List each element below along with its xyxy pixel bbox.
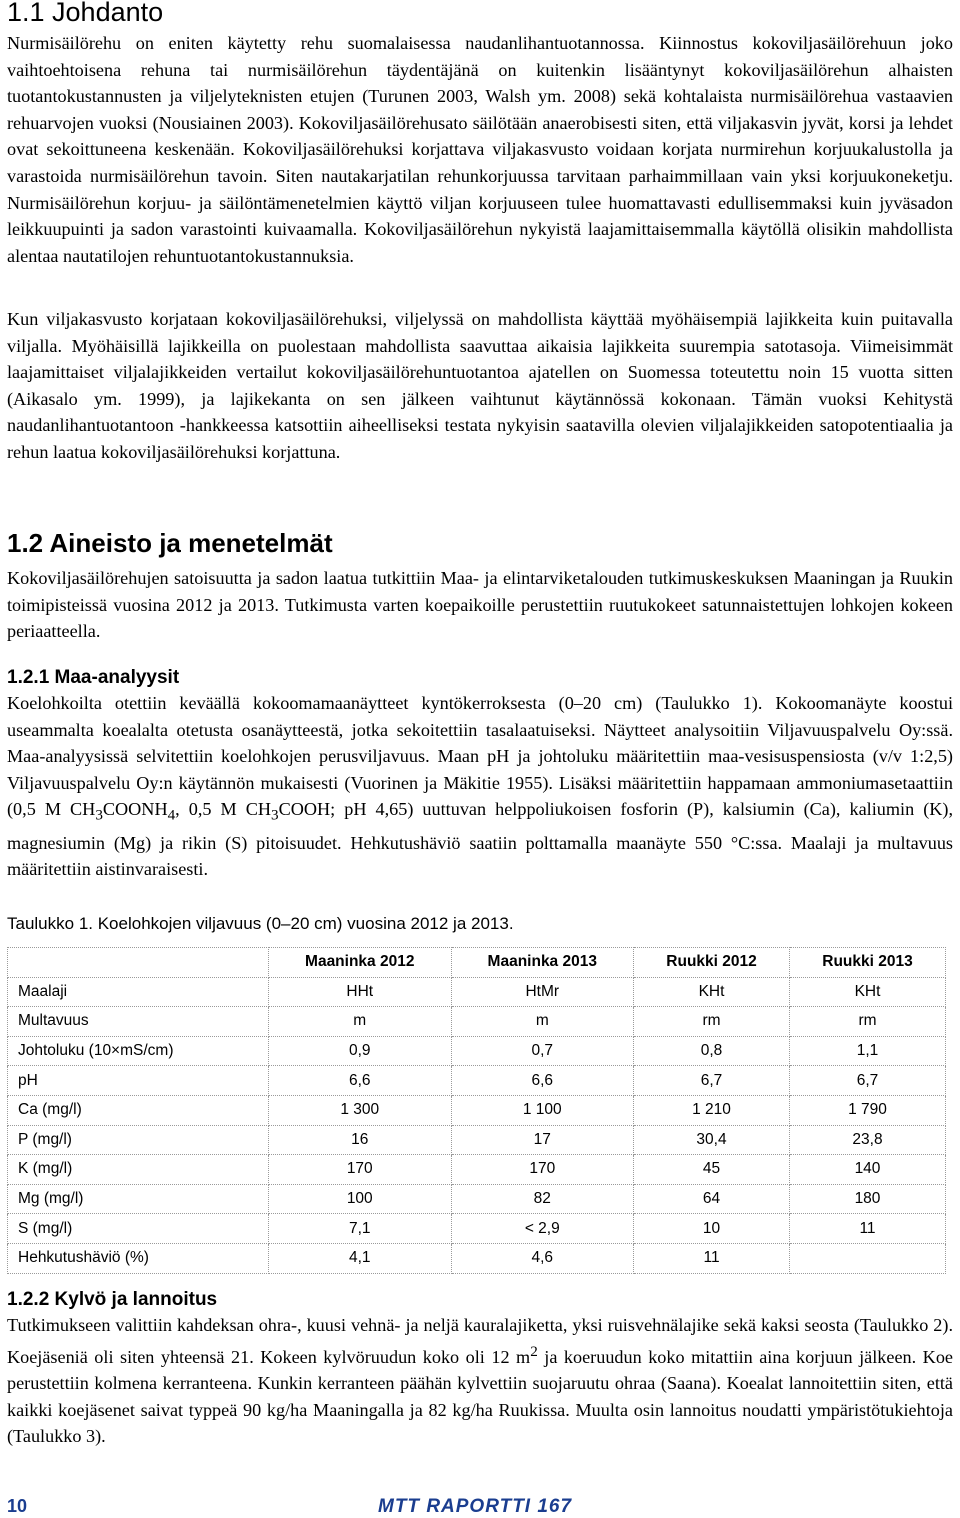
table-cell: 6,6: [451, 1066, 634, 1096]
row-label: pH: [8, 1066, 269, 1096]
report-name: MTT RAPORTTI 167: [378, 1496, 573, 1517]
table-cell: [790, 1243, 946, 1273]
table-row: [8, 1214, 946, 1244]
table-cell: 45: [634, 1155, 790, 1185]
section-heading-johdanto: 1.1 Johdanto: [7, 0, 164, 27]
table-cell: 1 790: [790, 1095, 946, 1125]
column-header: [8, 948, 269, 978]
row-label: Maalaji: [8, 977, 269, 1007]
table-cell: 4,6: [451, 1243, 634, 1273]
table-cell: 1 300: [269, 1095, 452, 1125]
subsection-heading-kylvo: 1.2.2 Kylvö ja lannoitus: [7, 1289, 218, 1310]
table-cell: 170: [451, 1155, 634, 1185]
table-cell: KHt: [634, 977, 790, 1007]
table-cell: 17: [451, 1125, 634, 1155]
table-cell: 64: [634, 1184, 790, 1214]
table-cell: 100: [269, 1184, 452, 1214]
table-cell: 6,7: [790, 1066, 946, 1096]
table-cell: 0,9: [269, 1036, 452, 1066]
paragraph-johdanto-1: Nurmisäilörehu on eniten käytetty rehu suomalaisessa naudanlihantuotannossa. Kiinnostus kokoviljasäilörehuun joko vaihtoehtoisena rehuna tai nurmisäilörehun täydentäjänä on kuitenkin lisääntynyt kokoviljasäilörehun alhaisten tuotantokustannusten ja viljelyteknisten etujen (Turunen 2003, Walsh ym. 2008) sekä kohtalaista nurmisäilörehua vastaavien rehuarvojen vuoksi (Nousiainen 2003). Kokoviljasäilörehusato säilötään anaerobisesti siten, että viljakasvin jyvät, korsi ja lehdet ovat sekoittuneena keskenään. Kokoviljasäilörehuksi korjattava viljakasvusto voidaan korjata nurmirehun korjuukalustolla ja varastoida nurmisäilörehun tavoin. Siten nautakarjatilan rehunkorjuussa tarvitaan parhaimmillaan vain yksi korjuukoneketju. Nurmisäilörehun korjuu- ja säilöntämenetelmien käyttö viljan korjuuseen tulee huomattavasti edullisemmaksi kuin jyväsadon leikkuupuinti ja sadon varastointi kuivaamalla. Kokoviljasäilörehun nykyistä laajamittaisemmalla käytöllä olisikin mahdollista alentaa nautatilojen rehuntuotantokustannuksia.: [7, 33, 953, 266]
text-run: ja koeruudun koko mitattiin aina korjuun jälkeen. Koe perustettiin kolmena kerranteena. Kunkin kerranteen päähän kylvettiin suojaruutu ohraa (Saana). Koealat lannoitettiin siten, että kaikki koejäsenet saivat typpeä 90 kg/ha Maaningalla ja 82 kg/ha Ruukissa. Muulta osin lannoitus noudatti ympäristötukiehtoja (Taulukko 3).: [7, 1346, 953, 1447]
table-row: [8, 1036, 946, 1066]
table-row: [8, 977, 946, 1007]
section-heading-aineisto: 1.2 Aineisto ja menetelmät: [7, 528, 333, 558]
table-cell: HHt: [269, 977, 452, 1007]
table-cell: < 2,9: [451, 1214, 634, 1244]
table-cell: rm: [790, 1007, 946, 1037]
paragraph-kylvo: [7, 1312, 953, 1450]
table-row: [8, 1066, 946, 1096]
text-run: COONH: [102, 799, 168, 820]
table-cell: 6,7: [634, 1066, 790, 1096]
text-run: Koelohkoilta otettiin keväällä kokoomamaanäytteet kyntökerroksesta (0–20 cm) (Taulukko 1). Kokoomanäyte koostui useammalta koealalta otetusta osanäytteestä, jotka sekoitettiin tasalaatuiseksi. Näytteet analysoitiin Viljavuuspalvelu Oy:ssä. Maa-analyysissä selvitettiin koelohkojen perusviljavuus. Maan pH ja johtoluku määritettiin maa-vesisuspensiosta (v/v 1:2,5) Viljavuuspalvelu Oy:n käytännön mukaisesti (Vuorinen ja Mäkitie 1955). Lisäksi määritettiin happamaan ammoniumasetaattiin (0,5 M CH: [7, 693, 953, 820]
row-label: Ca (mg/l): [8, 1095, 269, 1125]
table-row: [8, 1243, 946, 1273]
table-row: [8, 1155, 946, 1185]
table-cell: 1 210: [634, 1095, 790, 1125]
table-cell: 1 100: [451, 1095, 634, 1125]
row-label: S (mg/l): [8, 1214, 269, 1244]
table-cell: 16: [269, 1125, 452, 1155]
subscript: 4: [167, 807, 176, 825]
row-label: Mg (mg/l): [8, 1184, 269, 1214]
table-header-row: [8, 948, 946, 978]
table-cell: 180: [790, 1184, 946, 1214]
row-label: P (mg/l): [8, 1125, 269, 1155]
table-cell: 82: [451, 1184, 634, 1214]
subscript: 3: [271, 807, 279, 825]
table-cell: 170: [269, 1155, 452, 1185]
column-header: Ruukki 2013: [790, 948, 946, 978]
table-row: [8, 1125, 946, 1155]
table-cell: 140: [790, 1155, 946, 1185]
column-header: Ruukki 2012: [634, 948, 790, 978]
table-row: [8, 1007, 946, 1037]
subscript: 3: [95, 807, 103, 825]
table-row: [8, 1184, 946, 1214]
page-number: 10: [7, 1496, 28, 1516]
table-cell: 0,8: [634, 1036, 790, 1066]
table-caption: Taulukko 1. Koelohkojen viljavuus (0–20 cm) vuosina 2012 ja 2013.: [7, 914, 514, 933]
paragraph-maa-analyysit: [7, 690, 953, 883]
paragraph-johdanto-2: Kun viljakasvusto korjataan kokoviljasäilörehuksi, viljelyssä on mahdollista käyttää myöhäisempiä lajikkeita kuin puitavalla viljalla. Myöhäisillä lajikkeilla on puolestaan mahdollista saavuttaa aikaisia lajikkeita suurempia satotasoja. Viimeisimmät laajamittaiset viljalajikkeiden vertailut kokoviljasäilörehuntuotantoa ajatellen on Suomessa toteutettu noin 15 vuotta sitten (Aikasalo ym. 1999), ja lajikekanta on sen jälkeen vaihtunut käytännössä kokonaan. Tämän vuoksi Kehitystä naudanlihantuotantoon -hankkeessa katsottiin aiheelliseksi testata nykyisin saatavilla olevien viljalajikkeiden satopotentiaalia ja rehun laatua kokoviljasäilörehuksi korjattuna.: [7, 309, 953, 462]
paragraph-aineisto: Kokoviljasäilörehujen satoisuutta ja sadon laatua tutkittiin Maa- ja elintarviketalouden tutkimuskeskuksen Maaningan ja Ruukin toimipisteissä vuosina 2012 ja 2013. Tutkimusta varten koepaikoille perustettiin ruutukokeet satunnaistettujen lohkojen kokeen periaatteella.: [7, 568, 953, 642]
table-cell: 11: [634, 1243, 790, 1273]
table-cell: 7,1: [269, 1214, 452, 1244]
text-run: , 0,5 M CH: [175, 799, 272, 820]
table-cell: m: [269, 1007, 452, 1037]
table-cell: HtMr: [451, 977, 634, 1007]
column-header: Maaninka 2012: [269, 948, 452, 978]
text-run: COOH; pH 4,65) uuttuvan helppoliukoisen fosforin (P), kalsiumin (Ca), kaliumin (K), magnesiumin (Mg) ja rikin (S) pitoisuudet. Hehkutushäviö saatiin polttamalla maanäyte 550 °C:ssa. Maalaji ja multavuus määritettiin aistinvaraisesti.: [7, 799, 953, 880]
table-cell: rm: [634, 1007, 790, 1037]
table-cell: 23,8: [790, 1125, 946, 1155]
table-cell: 10: [634, 1214, 790, 1244]
text-run: Tutkimukseen valittiin kahdeksan ohra-, kuusi vehnä- ja neljä kauralajiketta, yksi ruisvehnälajike sekä kaksi seosta (Taulukko 2). Koejäseniä oli siten yhteensä 21. Kokeen kylvöruudun koko oli 12 m: [7, 1315, 953, 1367]
table-cell: 30,4: [634, 1125, 790, 1155]
table-cell: 11: [790, 1214, 946, 1244]
table-cell: KHt: [790, 977, 946, 1007]
table-row: [8, 1095, 946, 1125]
row-label: Multavuus: [8, 1007, 269, 1037]
row-label: K (mg/l): [8, 1155, 269, 1185]
table-cell: 6,6: [269, 1066, 452, 1096]
row-label: Johtoluku (10×mS/cm): [8, 1036, 269, 1066]
table-cell: 4,1: [269, 1243, 452, 1273]
table-cell: m: [451, 1007, 634, 1037]
soil-analysis-table: [7, 947, 946, 1274]
table-cell: 1,1: [790, 1036, 946, 1066]
table-cell: 0,7: [451, 1036, 634, 1066]
subsection-heading-maa-analyysit: 1.2.1 Maa-analyysit: [7, 667, 180, 688]
superscript: 2: [530, 1342, 538, 1360]
column-header: Maaninka 2013: [451, 948, 634, 978]
row-label: Hehkutushäviö (%): [8, 1243, 269, 1273]
